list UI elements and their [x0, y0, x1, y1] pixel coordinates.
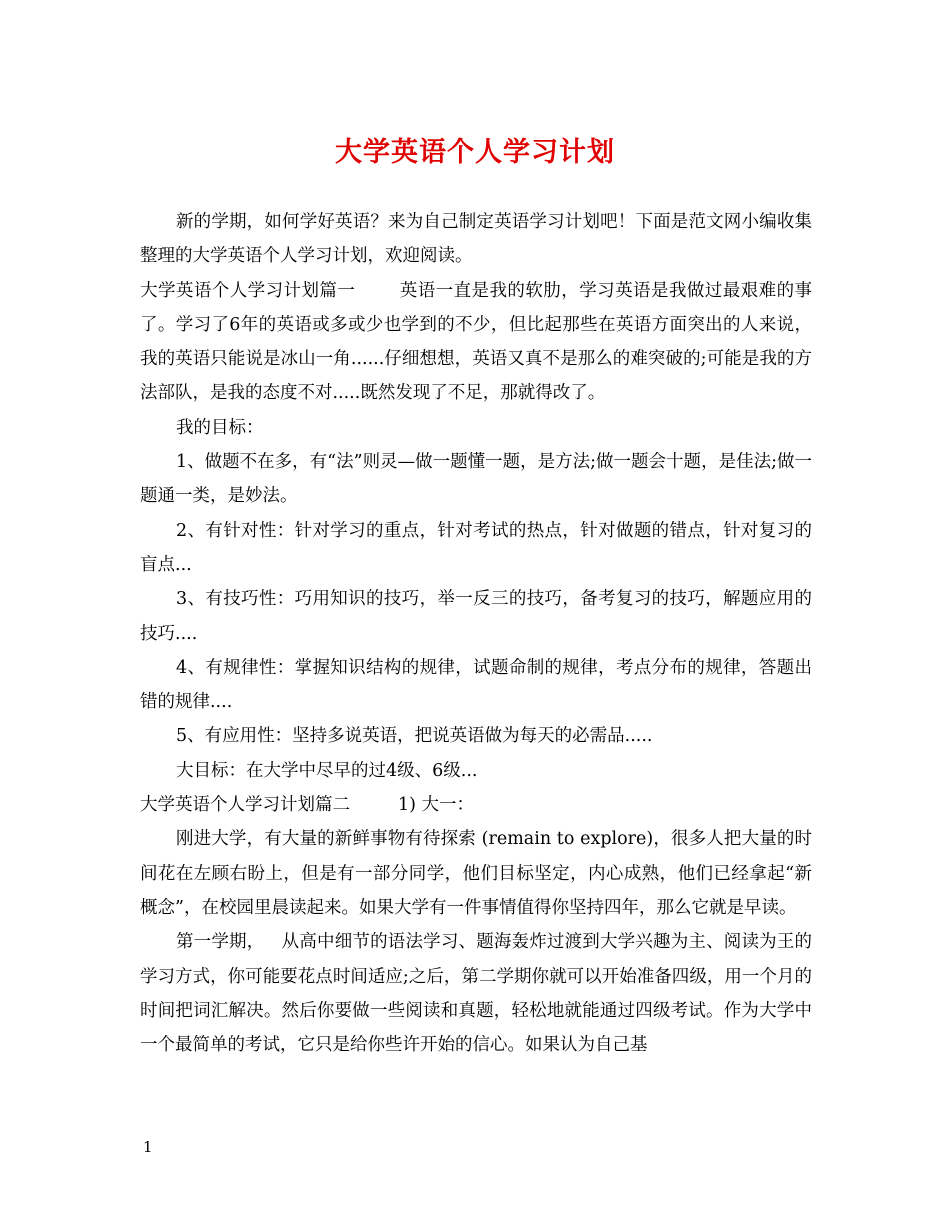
semester1-paragraph [140, 925, 812, 1062]
goal-item-1: 1、做题不在多，有“法”则灵—做一题懂一题，是方法;做一题会十题，是佳法;做一题通一类，是妙法。 [140, 452, 812, 507]
section1-text: 英语一直是我的软肋，学习英语是我做过最艰难的事了。学习了6年的英语或多或少也学到的不少，但比起那些在英语方面突出的人来说，我的英语只能说是冰山一角......仔细想想，英语又真不是那么的难突破的;可能是我的方法部队，是我的态度不对.....既然发现了不足，那就得改了。 [140, 280, 813, 404]
big-goal: 大目标：在大学中尽早的过4级、6级... [176, 760, 478, 781]
semester1-text: 从高中细节的语法学习、题海轰炸过渡到大学兴趣为主、阅读为王的学习方式，你可能要花点时间适应;之后，第二学期你就可以开始准备四级，用一个月的时间把词汇解决。然后你要做一些阅读和真题，轻松地就能通过四级考试。作为大学中一个最简单的考试，它只是给你些许开始的信心。如果认为自己基 [140, 932, 812, 1056]
section1-heading: 大学英语个人学习计划篇一 [140, 280, 356, 301]
document-body [140, 205, 812, 1062]
document-title: 大学英语个人学习计划 [335, 137, 615, 168]
goal-item-5: 5、有应用性：坚持多说英语，把说英语做为每天的必需品..... [176, 726, 653, 747]
goal-item-2: 2、有针对性：针对学习的重点，针对考试的热点，针对做题的错点，针对复习的盲点... [140, 520, 812, 575]
section1-paragraph [140, 274, 812, 411]
goal-item-4: 4、有规律性：掌握知识结构的规律，试题命制的规律，考点分布的规律，答题出错的规律.... [140, 657, 812, 713]
section2-text: 1) 大一： [398, 795, 475, 816]
goals-label: 我的目标： [176, 417, 264, 438]
section2-heading: 大学英语个人学习计划篇二 [140, 795, 350, 816]
semester1-label: 第一学期， [176, 932, 265, 953]
section2-paragraph [140, 788, 812, 822]
page-number: 1 [143, 1138, 153, 1156]
goal-item-3: 3、有技巧性：巧用知识的技巧，举一反三的技巧，备考复习的技巧，解题应用的技巧.... [140, 589, 812, 644]
freshman-paragraph: 刚进大学，有大量的新鲜事物有待探索 (remain to explore)，很多人把大量的时间花在左顾右盼上，但是有一部分同学，他们目标坚定，内心成熟，他们已经拿起“新概念”，在校园里晨读起来。如果大学有一件事情值得你坚持四年，那么它就是早读。 [140, 829, 812, 918]
intro-paragraph: 新的学期，如何学好英语？来为自己制定英语学习计划吧！下面是范文网小编收集整理的大学英语个人学习计划，欢迎阅读。 [140, 212, 812, 267]
